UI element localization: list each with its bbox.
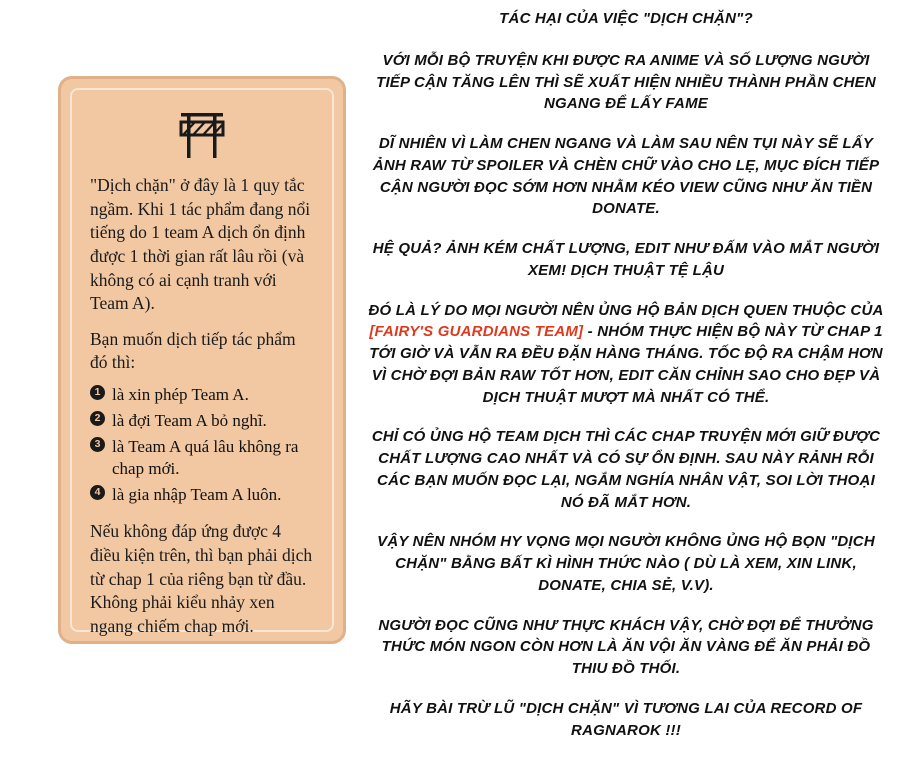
list-item-label: là đợi Team A bỏ nghĩ. [112,411,267,431]
notice-paragraph-4-before: ĐÓ LÀ LÝ DO MỌI NGƯỜI NÊN ỦNG HỘ BẢN DỊCH QUEN THUỘC CỦA [368,301,884,319]
notice-title: TÁC HẠI CỦA VIỆC "DỊCH CHẶN"? [499,10,753,27]
list-item [90,410,314,432]
notice-paragraph-4 [366,300,886,409]
list-item-label: là xin phép Team A. [112,385,249,404]
notice-paragraph-1: VỚI MỖI BỘ TRUYỆN KHI ĐƯỢC RA ANIME VÀ SỐ LƯỢNG NGƯỜI TIẾP CẬN TĂNG LÊN THÌ SẼ XUẤT HIỆN NHIỀU THÀNH PHẦN CHEN NGANG ĐỂ LẤY FAME [376,51,876,113]
rules-card-inner [70,88,334,636]
notice-paragraph-5: CHỈ CÓ ỦNG HỘ TEAM DỊCH THÌ CÁC CHAP TRUYỆN MỚI GIỮ ĐƯỢC CHẤT LƯỢNG CAO NHẤT VÀ CÓ SỰ ỔN ĐỊNH. SAU NÀY RẢNH RỖI CÁC BẠN MUỐN ĐỌC LẠI, NGẮM NGHÍA NHÂN VẬT, SOI LỜI THOẠI NÓ ĐÃ MẮT HƠN. [371,428,881,511]
list-item-number: 4 [90,485,105,500]
rules-paragraph-2: Bạn muốn dịch tiếp tác phẩm đó thì: [90,328,296,373]
notice-paragraph-8: HÃY BÀI TRỪ LŨ "DỊCH CHẶN" VÌ TƯƠNG LAI CỦA RECORD OF RAGNAROK !!! [389,699,863,739]
team-name-highlight: [FAIRY'S GUARDIANS TEAM] [369,323,584,341]
list-item [90,384,314,406]
rules-list [90,384,314,506]
notice-paragraph-3: HỆ QUẢ? ẢNH KÉM CHẤT LƯỢNG, EDIT NHƯ ĐẤM VÀO MẮT NGƯỜI XEM! DỊCH THUẬT TỆ LẬU [372,240,880,279]
notice-paragraph-4-after: - NHÓM THỰC HIỆN BỘ NÀY TỪ CHAP 1 TỚI GIỜ VÀ VẪN RA ĐỀU ĐẶN HÀNG THÁNG. TỐC ĐỘ RA CHẬM HƠN VÌ CHỜ ĐỢI BẢN RAW TỐT HƠN, EDIT CĂN CHỈNH SAO CHO ĐẸP VÀ DỊCH THUẬT MƯỢT MÀ NHẤT CÓ THỂ. [369,323,883,406]
notice-paragraph-7: NGƯỜI ĐỌC CŨNG NHƯ THỰC KHÁCH VẬY, CHỜ ĐỢI ĐỂ THƯỞNG THỨC MÓN NGON CÒN HƠN LÀ ĂN VỘI ĂN VÀNG ĐỂ ĂN PHẢI ĐỒ THIU ĐỒ THỐI. [378,616,874,677]
barrier-icon [167,110,237,158]
notice-paragraph-6: VẬY NÊN NHÓM HY VỌNG MỌI NGƯỜI KHÔNG ỦNG HỘ BỌN "DỊCH CHẶN" BẰNG BẤT KÌ HÌNH THỨC NÀO ( DÙ LÀ XEM, XIN LINK, DONATE, CHIA SẺ, V.V). [377,533,875,594]
rules-card [58,76,346,644]
notice-paragraph-2: DĨ NHIÊN VÌ LÀM CHEN NGANG VÀ LÀM SAU NÊN TỤI NÀY SẼ LẤY ẢNH RAW TỪ SPOILER VÀ CHÈN CHỮ VÀO CHO LẸ, MỤC ĐÍCH TIẾP CẬN NGƯỜI ĐỌC SỚM HƠN NHẰM KÉO VIEW CŨNG NHƯ ĂN TIỀN DONATE. [372,135,880,218]
list-item-number: 1 [90,385,105,400]
rules-closing-paragraph: Nếu không đáp ứng được 4 điều kiện trên, thì bạn phải dịch từ chap 1 của riêng bạn từ đầu. Không phải kiểu nhảy xen ngang chiếm chap mới. [90,521,313,636]
list-item-label: là Team A quá lâu không ra chap mới. [112,437,299,479]
list-item [90,484,314,506]
list-item-label: là gia nhập Team A luôn. [112,485,282,505]
notice-text-column [366,8,886,759]
rules-paragraph-1: "Dịch chặn" ở đây là 1 quy tắc ngầm. Khi 1 tác phẩm đang nổi tiếng do 1 team A dịch ổn định được 1 thời gian rất lâu rồi (và không có ai cạnh tranh với Team A). [90,175,311,314]
list-item-number: 2 [90,411,105,426]
list-item [90,436,314,480]
list-item-number: 3 [90,437,105,452]
